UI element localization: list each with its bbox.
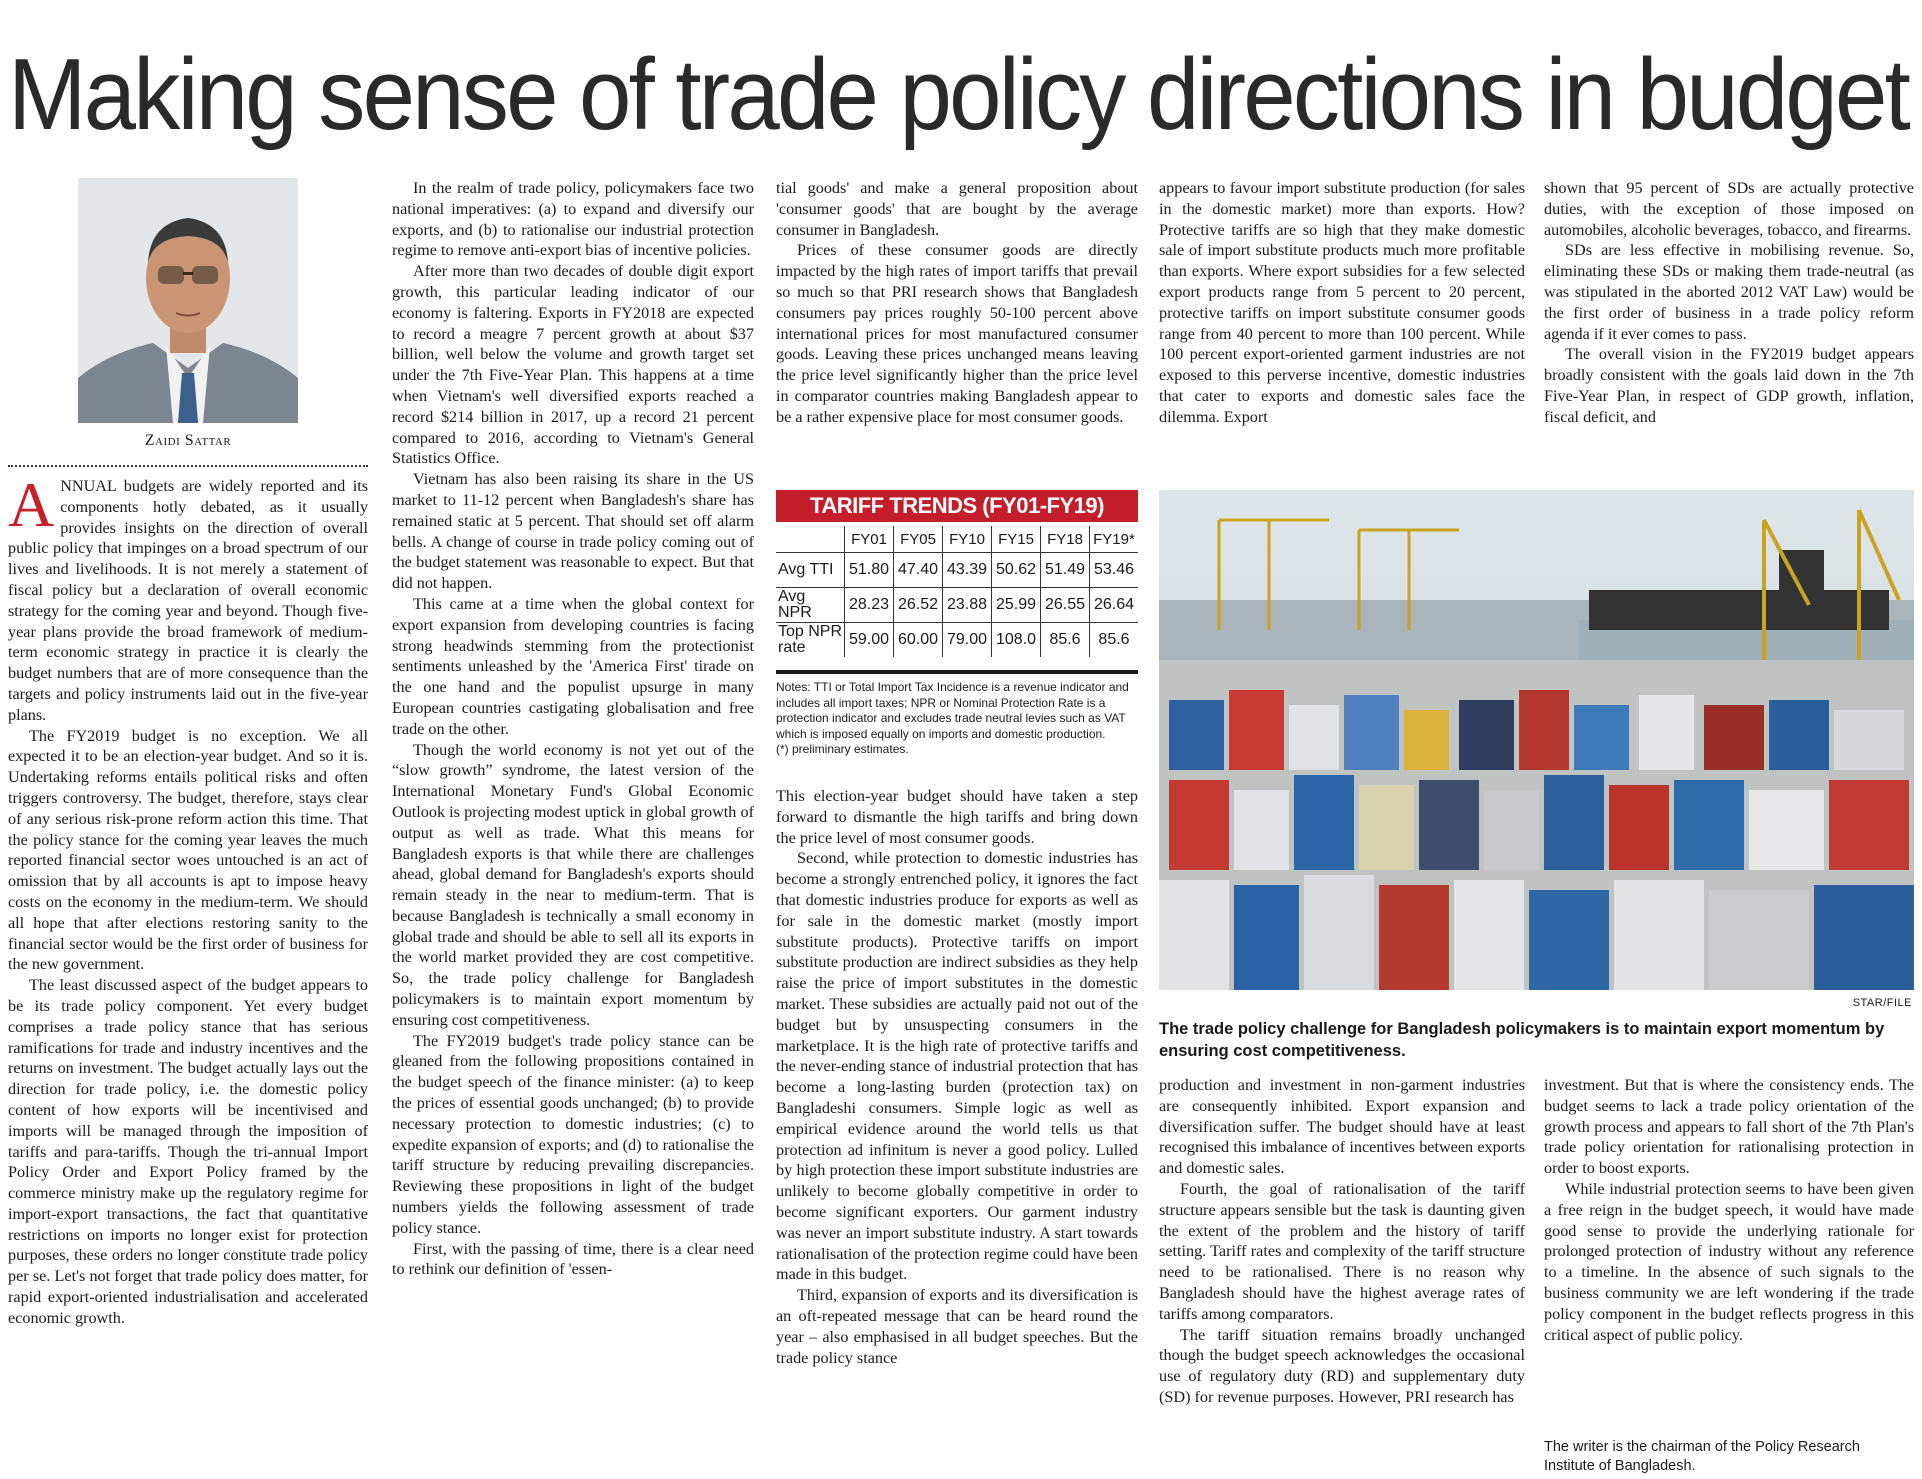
paragraph: Fourth, the goal of rationalisation of the tariff structure appears sensible but the task is daunting given the extent of the problem and the history of tariff setting. Tariff rates and complexity of the tariff structure need to be rationalised. There is no reason why Bangladesh should have the highest average rates of tariffs among comparators.: [1159, 1179, 1525, 1323]
paragraph: First, with the passing of time, there is a clear need to rethink our definition of 'essen-: [392, 1239, 754, 1279]
header-cell: FY01: [845, 526, 894, 553]
paragraph: Second, while protection to domestic industries has become a strongly entrenched policy, it ignores the fact that domestic industries produce for exports as well as for sale in the domestic market (mostly import substitute products). Protective tariffs on import substitute production are indirect subsidies as they help raise the price of import substitutes in the domestic market. These subsidies are actually paid not out of the budget but by unsuspecting consumers in the marketplace. It is the high rate of protective tariffs and the never-ending stance of industrial protection that has become a long-lasting burden (protection tax) on Bangladeshi consumers. Simple logic as well as empirical evidence around the world tells us that protection ad infinitum is never a good policy. Lulled by high protection these import substitute industries are unlikely to become globally competitive in order to become significant exporters. Our garment industry was never an import substitute industry. A start towards rationalisation of the protection regime could have been made in this budget.: [776, 849, 1138, 1284]
table-cell: 60.00: [894, 623, 943, 658]
column-3-top: [776, 178, 1138, 470]
byline-divider: [8, 465, 368, 467]
table-cell: 43.39: [943, 553, 992, 588]
table-cell: 53.46: [1090, 553, 1139, 588]
table-cell: 51.49: [1041, 553, 1090, 588]
drop-cap: A: [8, 476, 55, 540]
header-cell: [776, 526, 845, 553]
table-cell: 25.99: [992, 588, 1041, 623]
header-cell: FY19*: [1090, 526, 1139, 553]
paragraph: production and investment in non-garment industries are consequently inhibited. Export expansion and diversification suffer. The budget should have at least recognised this imbalance of incentives between exports and domestic sales.: [1159, 1076, 1525, 1178]
photo-credit: STAR/FILE: [1852, 997, 1912, 1009]
row-label: Avg TTI: [776, 553, 845, 588]
paragraph: While industrial protection seems to have been given a free reign in the budget speech, it would have made good sense to provide the underlying rationale for prolonged protection of industry without any reference to a timeline. In the absence of such signals to the business community we are left wondering if the trade policy component in the budget reflects progress in this critical aspect of public policy.: [1544, 1179, 1914, 1344]
table-cell: 51.80: [845, 553, 894, 588]
paragraph: This election-year budget should have taken a step forward to dismantle the high tariffs and bring down the price level of most consumer goods.: [776, 787, 1138, 847]
tariff-table-rule: [776, 670, 1138, 674]
paragraph: The overall vision in the FY2019 budget appears broadly consistent with the goals laid down in the 7th Five-Year Plan, in respect of GDP growth, inflation, fiscal deficit, and: [1544, 345, 1914, 426]
table-row: [776, 553, 1138, 588]
table-cell: 85.6: [1090, 623, 1139, 658]
paragraph: investment. But that is where the consistency ends. The budget seems to lack a trade policy orientation of the growth process and appears to fall short of the 7th Plan's trade policy orientation for rationalising protection in order to boost exports.: [1544, 1076, 1914, 1178]
column-2: [392, 178, 754, 1476]
tariff-header-row: [776, 526, 1138, 553]
table-cell: 26.55: [1041, 588, 1090, 623]
column-4-bottom: [1159, 1075, 1525, 1476]
paragraph: Though the world economy is not yet out of the “slow growth” syndrome, the latest version of the International Monetary Fund's Global Economic Outlook is projecting modest uptick in global growth of output as well as trade. What this means for Bangladesh exports is that while there are challenges ahead, global demand for Bangladesh's exports should remain steady in the near to medium-term. That is because Bangladesh is technically a small economy in global trade and should be able to sell all its exports in the world market provided they are cost competitive. So, the trade policy challenge for Bangladesh policymakers is to maintain export momentum by ensuring cost competitiveness.: [392, 740, 754, 1029]
table-cell: 79.00: [943, 623, 992, 658]
tariff-table-title: TARIFF TRENDS (FY01-FY19): [776, 490, 1138, 522]
paragraph: shown that 95 percent of SDs are actually protective duties, with the exception of those imposed on automobiles, alcoholic beverages, tobacco, and firearms.: [1544, 179, 1914, 239]
paragraph: In the realm of trade policy, policymakers face two national imperatives: (a) to expand and diversify our exports, and (b) to rationalise our industrial protection regime to remove anti-export bias of incentive policies.: [392, 179, 754, 260]
lead-paragraph: ANNUAL budgets are widely reported and its components hotly debated, as it usually provides insights on the direction of overall public policy that impinges on a broad spectrum of our lives and livelihoods. It is not merely a statement of fiscal policy but a declaration of overall economic strategy for the coming year and beyond. Though five-year plans provide the broad framework of medium-term economic strategy in practice it is clearly the budget numbers that are of more consequence than the targets and policy instruments laid out in the five-year plans.: [8, 476, 368, 724]
paragraph: SDs are less effective in mobilising revenue. So, eliminating these SDs or making them trade-neutral (as was stipulated in the aborted 2012 VAT Law) would be the first order of business in a trade policy reform agenda if it ever comes to pass.: [1544, 241, 1914, 343]
note-line: protection indicator and excludes trade neutral levies such as VAT: [776, 711, 1126, 725]
note-line: includes all import taxes; NPR or Nominal Protection Rate is a: [776, 695, 1106, 710]
header-cell: FY10: [943, 526, 992, 553]
paragraph: Vietnam has also been raising its share in the US market to 11-12 percent when Bangladesh's share has remained static at 5 percent. That should set off alarm bells. A change of course in trade policy coming out of the budget statement was reasonable to expect. But that did not happen.: [392, 470, 754, 593]
table-row: [776, 623, 1138, 658]
row-label: Top NPR rate: [776, 623, 845, 658]
paragraph: tial goods' and make a general proposition about 'consumer goods' that are bought by the average consumer in Bangladesh.: [776, 179, 1138, 239]
writer-note: The writer is the chairman of the Policy Research Institute of Bangladesh.: [1544, 1439, 1860, 1474]
table-cell: 28.23: [845, 588, 894, 623]
tariff-notes: [776, 680, 1138, 758]
header-cell: FY15: [992, 526, 1041, 553]
paragraph: Third, expansion of exports and its diversification is an oft-repeated message that can be heard round the year – also emphasised in all budget speeches. But the trade policy stance: [776, 1286, 1138, 1367]
column-5-top: [1544, 178, 1914, 470]
tariff-table: [776, 526, 1138, 657]
paragraph: After more than two decades of double digit export growth, this particular leading indicator of our economy is faltering. Exports in FY2018 are expected to record a meagre 7 percent growth at about $37 billion, well below the volume and growth target set under the 7th Five-Year Plan. This happens at a time when Vietnam's well diversified exports reached a record $214 billion in 2017, up a record 21 percent compared to 2016, according to Vietnam's General Statistics Office.: [392, 262, 754, 468]
table-cell: 108.0: [992, 623, 1041, 658]
table-cell: 50.62: [992, 553, 1041, 588]
table-row: [776, 588, 1138, 623]
column-1: [8, 476, 368, 1476]
headline: Making sense of trade policy directions in budget: [8, 39, 1908, 151]
paragraph: appears to favour import substitute production (for sales in the domestic market) more than exports. How? Protective tariffs are so high that they make domestic sale of import substitute products much more profitable than exports. Where export subsidies for a few selected export products range from 5 percent to 20 percent, protective tariffs on import substitute consumer goods range from 40 percent to more than 100 percent. While 100 percent export-oriented garment industries are not exposed to this perverse incentive, domestic industries that cater to exports and domestic sales face the dilemma. Export: [1159, 179, 1525, 426]
note-line: (*) preliminary estimates.: [776, 742, 909, 756]
paragraph: Prices of these consumer goods are directly impacted by the high rates of import tariffs that prevail so much so that PRI research shows that Bangladesh consumers pay prices roughly 50-100 percent above international prices for most manufactured consumer goods. Leaving these prices unchanged means leaving the price level significantly higher than the price level in comparator countries making Bangladesh appear to be a rather expensive place for most consumer goods.: [776, 241, 1138, 426]
table-cell: 26.52: [894, 588, 943, 623]
container-port-photo: [1159, 490, 1914, 990]
paragraph: The least discussed aspect of the budget appears to be its trade policy component. Yet every budget comprises a trade policy stance that has serious ramifications for trade and industry incentives and the returns on investment. The budget actually lays out the direction for trade policy, i.e. the domestic policy content of how exports will be incentivised and imports will be managed through the imposition of tariffs and para-tariffs. Though the tri-annual Import Policy Order and Export Policy framed by the commerce ministry make up the regulatory regime for import-export transactions, the fact that quantitative restrictions on imports no longer exist for protection purposes, these orders no longer constitute trade policy per se. Let's not forget that trade policy does matter, for rapid export-oriented industrialisation and accelerated economic growth.: [8, 976, 368, 1327]
table-cell: 85.6: [1041, 623, 1090, 658]
table-cell: 59.00: [845, 623, 894, 658]
note-line: which is imposed equally on imports and domestic production.: [776, 726, 1106, 741]
paragraph: The FY2019 budget's trade policy stance can be gleaned from the following propositions contained in the budget speech of the finance minister: (a) to keep the prices of essential goods unchanged; (b) to provide necessary protection to domestic industries; (c) to expedite expansion of exports; and (d) to rationalise the tariff structure by reducing prevailing discrepancies. Reviewing these propositions in light of the budget numbers yields the following assessment of trade policy stance.: [392, 1031, 754, 1237]
column-4-top: [1159, 178, 1525, 470]
table-cell: 26.64: [1090, 588, 1139, 623]
photo-caption: The trade policy challenge for Bangladesh policymakers is to maintain export momentum by ensuring cost competitiveness.: [1159, 1020, 1885, 1060]
header-cell: FY18: [1041, 526, 1090, 553]
column-3-bottom: [776, 786, 1138, 1476]
author-photo: [78, 178, 298, 423]
paragraph: The FY2019 budget is no exception. We all expected it to be an election-year budget. And so it is. Undertaking reforms entails political risks and often triggers controversy. The budget, therefore, stays clear of any serious risk-prone reform action this time. That the policy stance for the coming year leaves the much reported financial sector woes untouched is an act of omission that by all accounts is apt to impose heavy costs on the economy in the medium-term. We should all hope that after elections restoring sanity to the financial sector would be the first order of business for the new government.: [8, 726, 368, 974]
table-cell: 23.88: [943, 588, 992, 623]
note-line: Notes: TTI or Total Import Tax Incidence is a revenue indicator and: [776, 680, 1129, 694]
byline: Zaidi Sattar: [144, 432, 232, 449]
table-cell: 47.40: [894, 553, 943, 588]
paragraph: This came at a time when the global context for export expansion from developing countries is facing strong headwinds stemming from the protectionist sentiments unleashed by the 'America First' tirade on the one hand and the populist upsurge in many European countries castigating globalisation and free trade on the other.: [392, 594, 754, 738]
column-5-bottom: [1544, 1075, 1914, 1430]
paragraph: The tariff situation remains broadly unchanged though the budget speech acknowledges the occasional use of regulatory duty (RD) and supplementary duty (SD) for revenue purposes. However, PRI research has: [1159, 1325, 1525, 1406]
row-label: Avg NPR: [776, 588, 845, 623]
header-cell: FY05: [894, 526, 943, 553]
